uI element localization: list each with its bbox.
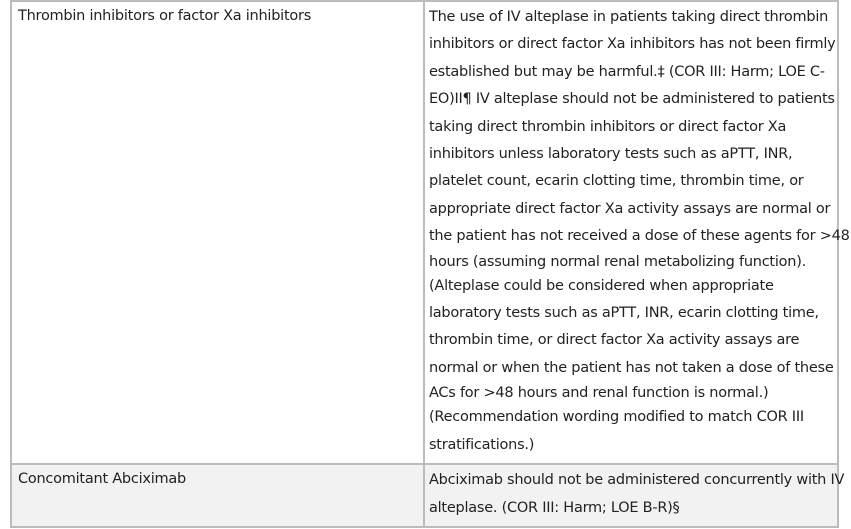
recommendation-line: established but may be harmful.‡ (COR III: Harm; LOE C-	[429, 63, 825, 80]
recommendation-line: stratifications.)	[429, 436, 535, 453]
recommendation-cell	[424, 464, 845, 527]
recommendation-line: hours (assuming normal renal metabolizing function).	[429, 253, 806, 270]
recommendation-table	[10, 0, 850, 528]
recommendation-line: inhibitors unless laboratory tests such as aPTT, INR,	[429, 146, 793, 163]
recommendation-line: The use of IV alteplase in patients taking direct thrombin	[429, 9, 829, 25]
recommendation-line: EO)II¶ IV alteplase should not be administered to patients	[429, 91, 835, 108]
table-row	[11, 1, 838, 464]
recommendation-line: platelet count, ecarin clotting time, thrombin time, or	[429, 173, 804, 190]
condition-cell	[11, 1, 424, 464]
recommendation-line: ACs for >48 hours and renal function is normal.)	[429, 385, 769, 402]
recommendation-line: normal or when the patient has not taken a dose of these	[429, 359, 834, 376]
recommendation-cell	[424, 1, 850, 464]
recommendation-line: thrombin time, or direct factor Xa activity assays are	[429, 332, 800, 349]
recommendation-line: taking direct thrombin inhibitors or direct factor Xa	[429, 118, 787, 135]
recommendation-line: inhibitors or direct factor Xa inhibitors has not been firmly	[429, 36, 836, 53]
recommendation-line: the patient has not received a dose of these agents for >48	[429, 228, 850, 245]
condition-text: Concomitant Abciximab	[18, 471, 186, 488]
recommendation-line: (Alteplase could be considered when appropriate	[429, 277, 774, 294]
recommendation-line: appropriate direct factor Xa activity assays are normal or	[429, 200, 831, 217]
recommendation-line: laboratory tests such as aPTT, INR, ecarin clotting time,	[429, 305, 819, 322]
recommendation-line: Abciximab should not be administered concurrently with IV	[429, 472, 845, 489]
recommendation-line: (Recommendation wording modified to match COR III	[429, 409, 804, 426]
condition-cell	[11, 464, 424, 527]
recommendation-line: alteplase. (COR III: Harm; LOE B-R)§	[429, 499, 680, 516]
table-row	[11, 464, 838, 527]
condition-text: Thrombin inhibitors or factor Xa inhibitors	[18, 8, 312, 24]
